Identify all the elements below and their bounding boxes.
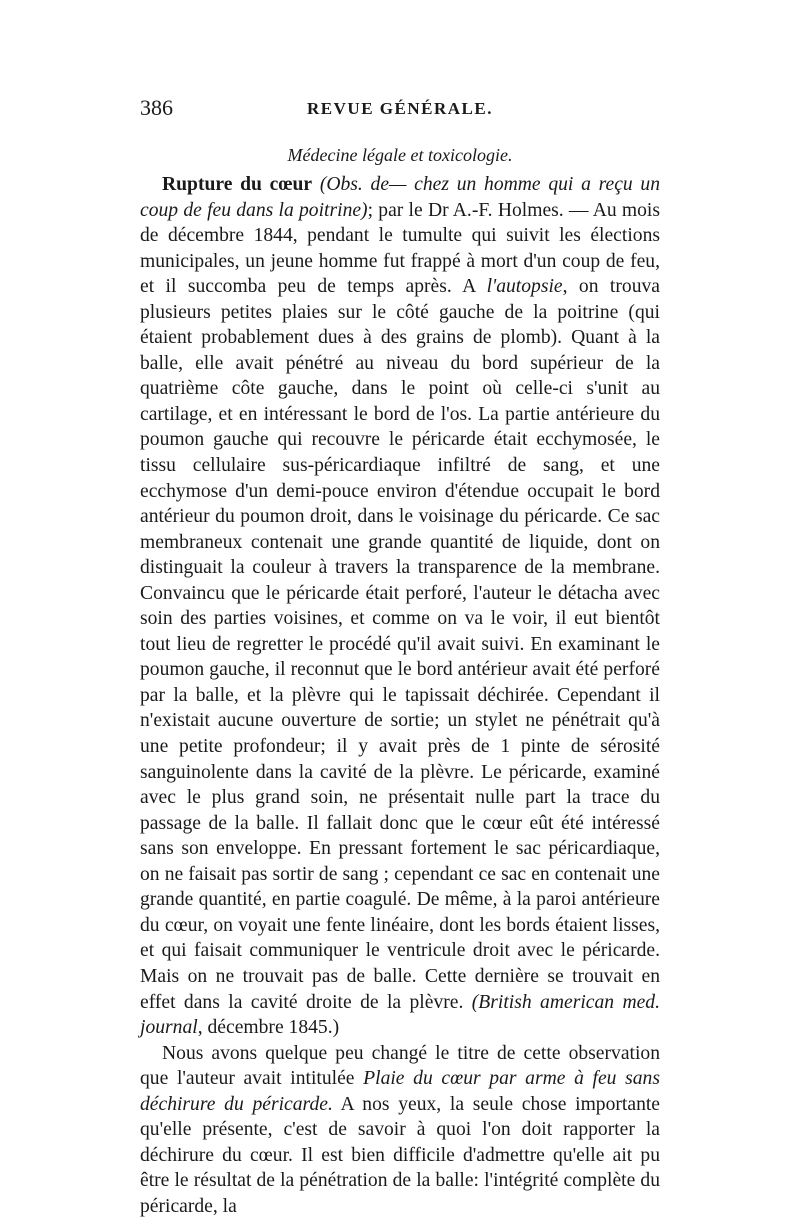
autopsy-term: l'autopsie [486,276,563,298]
commentary-body: A nos yeux, la seule chose importante qu'elle présente, c'est de savoir à quoi l'on doit rapporter la déchirure du cœur. Il est bien difficile d'admettre qu'elle ait pu être le résultat de la pénétration de la balle: l'intégrité complète du péricarde, la [140,1093,661,1217]
original-title: Plaie du cœur par arme à feu sans déchirure du péricarde. [140,1068,660,1115]
section-heading: Médecine légale et toxicologie. [287,145,513,165]
page-number: 386 [140,95,173,120]
citation-source: (British american med. journal [140,991,661,1039]
commentary-intro: Nous avons quelque peu changé le titre de cette observation que l'auteur avait intitulée [140,1042,660,1090]
article-body-part-1: ; par le Dr A.-F. Holmes. — Au mois de décembre 1844, pendant le tumulte qui suivit les élections municipales, un jeune homme fut frappé à mort d'un coup de feu, et il succomba peu de temps après. A [140,199,660,298]
article-title: Rupture du cœur [162,174,313,195]
article-body-part-2: , on trouva plusieurs petites plaies sur le côté gauche de la poitrine (qui étaient probablement dues à des grains de plomb). Quant à la balle, elle avait pénétré au niveau du bord supérieur de la quatrième côte gauche, dans le point où celle-ci s'unit au cartilage, et en intéressant le bord de l'os. La partie antérieure du poumon gauche qui recouvre le péricarde était ecchymosée, le tissu cellulaire sus-péricardiaque infiltré de sang, et une ecchymose d'un demi-pouce environ d'étendue occupait le bord antérieur du poumon droit, dans le voisinage du péricarde. Ce sac membraneux contenait une grande quantité de liquide, dont on distinguait la couleur à travers la transparence de la membrane. Convaincu que le péricarde était perforé, l'auteur le détacha avec soin des parties voisines, et comme on va le voir, il eut bientôt tout lieu de regretter le procédé qu'il avait suivi. En examinant le poumon gauche, il reconnut que le bord antérieur avait été perforé par la balle, et la plèvre qui le tapissait déchirée. Cependant il n'existait aucune ouverture de sortie; un stylet ne pénétrait qu'à une petite profondeur; il y avait près de 1 pinte de sérosité sanguinolente dans la cavité de la plèvre. Le péricarde, examiné avec le plus grand soin, ne présentait nulle part la trace du passage de la balle. Il fallait donc que le cœur eût été intéressé sans son enveloppe. En pressant fortement le sac péricardiaque, on ne faisait pas sortir de sang ; cependant ce sac en contenait une grande quantité, en partie coagulé. De même, à la paroi antérieure du cœur, on voyait une fente linéaire, dont les bords étaient lisses, et qui faisait communiquer le ventricule droit avec le péricarde. Mais on ne trouvait pas de balle. Cette dernière se trouvait en effet dans la cavité droite de la plèvre. [140,276,660,1013]
journal-page [140,95,660,1219]
article-paragraph [140,172,660,1041]
running-head [140,95,660,125]
citation-date: , décembre 1845.) [197,1017,340,1039]
article-subtitle: (Obs. de— chez un homme qui a reçu un coup de feu dans la poitrine) [140,174,661,221]
running-head-title: REVUE GÉNÉRALE. [307,99,493,118]
commentary-paragraph [140,1041,660,1219]
